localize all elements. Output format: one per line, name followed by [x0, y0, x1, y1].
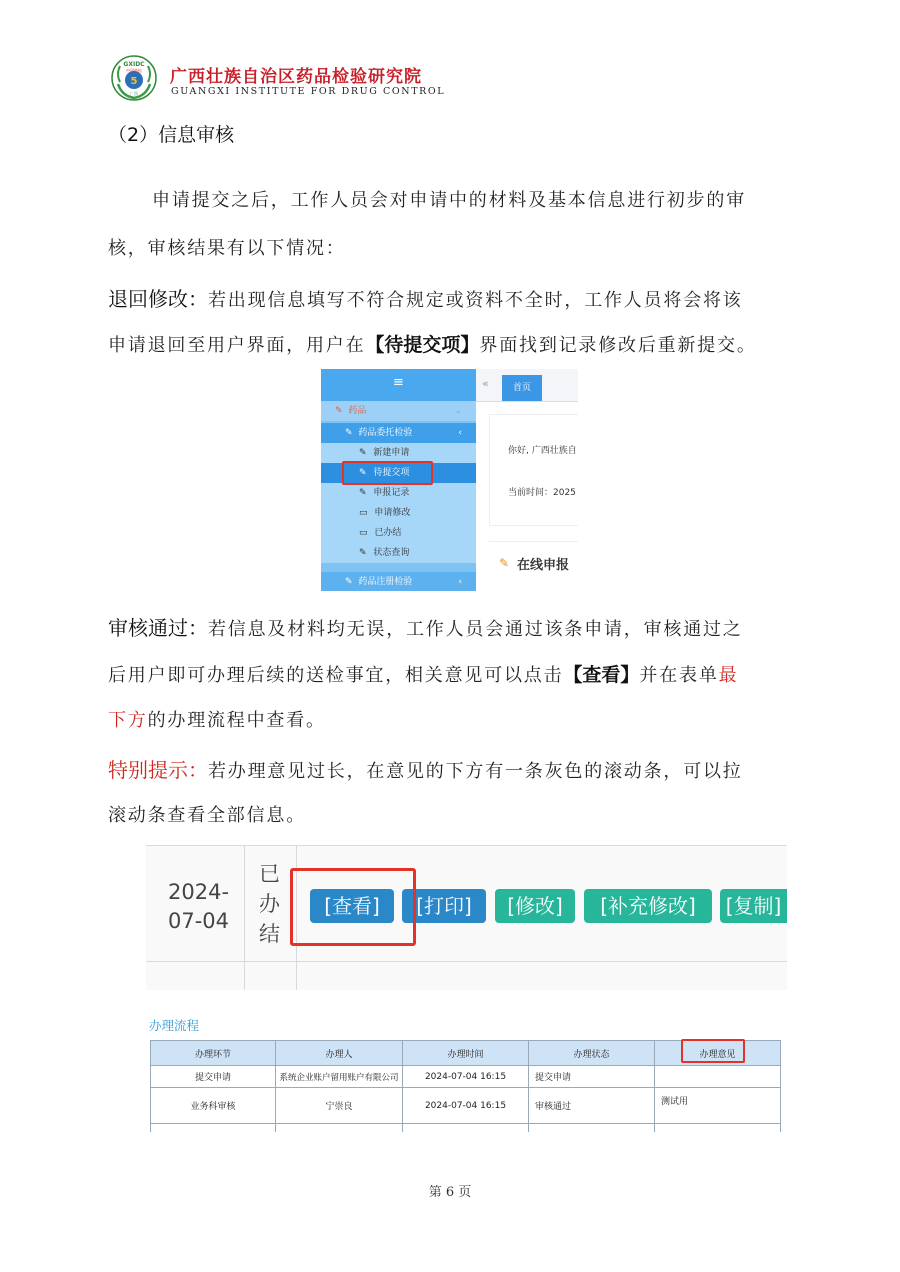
edit-icon: ✎ — [359, 488, 367, 498]
highlight-box-pending — [342, 461, 433, 485]
menu-item-records[interactable] — [321, 483, 476, 503]
table-cell: 提交申请 — [529, 1066, 655, 1088]
table-cell: 测试用 — [655, 1088, 781, 1124]
pass-line-1 — [108, 612, 743, 641]
pass-line-2-pre: 后用户即可办理后续的送检事宜，相关意见可以点击 — [108, 665, 564, 686]
view-button[interactable]: [查看] — [310, 889, 394, 923]
pass-colon: ： — [188, 616, 208, 640]
table-row — [151, 1124, 781, 1132]
collapse-icon[interactable]: « — [482, 377, 489, 390]
logo-text-top: GXIDC — [123, 61, 145, 68]
current-time-text: 当前时间：2025 — [508, 488, 576, 498]
pass-line-2-post: 并在表单 — [639, 665, 719, 686]
print-button[interactable]: [打印] — [402, 889, 486, 923]
record-date-line-1: 2024- — [168, 880, 230, 904]
table-cell: 审核通过 — [529, 1088, 655, 1124]
welcome-card — [489, 414, 578, 526]
tip-colon: ： — [188, 758, 208, 782]
return-line-1 — [108, 283, 743, 312]
pass-line-3-red: 下方 — [108, 710, 148, 731]
chevron-down-icon: ⌄ — [454, 406, 462, 416]
intro-line-1: 申请提交之后，工作人员会对申请中的材料及基本信息进行初步的审 — [152, 190, 746, 211]
logo-text-mid: 中国药检 — [126, 68, 142, 73]
table-cell — [655, 1066, 781, 1088]
top-tab-bar — [476, 369, 578, 402]
pass-line-1-text: 若信息及材料均无误，工作人员会通过该条申请，审核通过之 — [208, 619, 743, 640]
table-cell: 2024-07-04 16:15 — [403, 1066, 529, 1088]
pass-line-2-red: 最 — [718, 665, 739, 686]
edit-icon: ✎ — [359, 468, 367, 478]
pass-line-3 — [108, 706, 326, 732]
table-row — [151, 1066, 781, 1088]
column-header: 办理时间 — [403, 1041, 529, 1066]
keyboard-icon: ▭ — [359, 528, 368, 538]
actions-screenshot — [146, 845, 787, 990]
menu-item-records-label: 申报记录 — [373, 488, 410, 498]
edit-icon: ✎ — [359, 448, 367, 458]
highlight-box-opinion — [681, 1039, 745, 1063]
return-line-2 — [108, 330, 757, 357]
process-title: 办理流程 — [149, 1018, 200, 1033]
table-row — [151, 1088, 781, 1124]
column-header: 办理意见 — [655, 1041, 781, 1066]
edit-icon: ✎ — [345, 428, 353, 438]
intro-line-2: 核，审核结果有以下情况： — [108, 238, 346, 259]
tab-home[interactable]: 首页 — [502, 375, 542, 401]
menu-item-modify-label: 申请修改 — [374, 508, 411, 518]
edit-icon: ✎ — [359, 548, 367, 558]
menu-item-status-label: 状态查询 — [373, 548, 410, 558]
record-status-char: 结 — [259, 922, 280, 946]
tip-line-1-text: 若办理意见过长，在意见的下方有一条灰色的滚动条，可以拉 — [208, 761, 743, 782]
pass-line-2 — [108, 660, 738, 687]
return-lead: 退回修改 — [108, 287, 188, 311]
table-cell: 系统企业账户留用账户有限公司 — [276, 1066, 403, 1088]
menu-item-done[interactable] — [321, 523, 476, 543]
keyboard-icon: ▭ — [359, 508, 368, 518]
view-ref: 【查看】 — [563, 664, 640, 686]
tip-line-2: 滚动条查看全部信息。 — [108, 805, 306, 826]
pass-lead: 审核通过 — [108, 616, 188, 640]
table-cell: 提交申请 — [151, 1066, 276, 1088]
menu-item-entrust-label: 药品委托检验 — [358, 428, 413, 438]
tip-line-1 — [108, 754, 743, 783]
table-cell: 业务科审核 — [151, 1088, 276, 1124]
org-name-en: GUANGXI INSTITUTE FOR DRUG CONTROL — [171, 86, 446, 97]
org-name-cn: 广西壮族自治区药品检验研究院 — [170, 67, 422, 87]
menu-item-status[interactable] — [321, 543, 476, 563]
menu-item-new[interactable] — [321, 443, 476, 463]
return-line-2-post: 界面找到记录修改后重新提交。 — [479, 335, 757, 356]
menu-item-entrust[interactable] — [321, 423, 476, 443]
menu-item-drug-label: 药品 — [348, 406, 367, 416]
column-header: 办理状态 — [529, 1041, 655, 1066]
record-date-line-2: 07-04 — [168, 909, 230, 933]
row-divider — [146, 961, 787, 962]
edit-icon: ✎ — [335, 406, 343, 416]
online-apply-title: 在线申报 — [517, 558, 570, 573]
menu-item-pending-label: 待提交项 — [373, 468, 410, 478]
return-line-1-text: 若出现信息填写不符合规定或资料不全时，工作人员将会将该 — [208, 290, 743, 311]
chevron-left-icon: ‹ — [458, 577, 462, 587]
menu-item-new-label: 新建申请 — [373, 448, 410, 458]
menu-toggle-icon[interactable]: ≡ — [321, 369, 476, 401]
column-divider — [244, 845, 245, 990]
section-title: （2）信息审核 — [108, 124, 235, 146]
tip-lead: 特别提示 — [108, 758, 188, 782]
record-date — [168, 878, 229, 936]
page-number: 第 6 页 — [428, 1185, 472, 1200]
menu-item-registration[interactable] — [321, 572, 476, 591]
table-cell: 2024-07-04 16:15 — [403, 1088, 529, 1124]
record-status-char: 办 — [259, 892, 280, 916]
menu-item-done-label: 已办结 — [374, 528, 402, 538]
return-colon: ： — [188, 287, 208, 311]
institute-logo — [110, 54, 158, 102]
return-line-2-pre: 申请退回至用户界面，用户在 — [108, 335, 366, 356]
pass-line-3-post: 的办理流程中查看。 — [147, 710, 326, 731]
row-divider — [146, 845, 787, 846]
chevron-left-icon: ‹ — [458, 428, 462, 438]
table-cell: 宁崇良 — [276, 1088, 403, 1124]
supplement-modify-button[interactable]: [补充修改] — [584, 889, 712, 923]
highlight-box-view — [290, 868, 416, 946]
column-header: 办理环节 — [151, 1041, 276, 1066]
online-apply-card — [489, 541, 578, 591]
menu-item-modify[interactable] — [321, 503, 476, 523]
greeting-text: 你好, 广西壮族自 — [508, 446, 577, 456]
edit-icon: ✎ — [499, 556, 510, 570]
record-status — [259, 859, 283, 949]
copy-button[interactable]: [复制] — [720, 889, 787, 923]
edit-icon: ✎ — [345, 577, 353, 587]
record-status-char: 已 — [259, 862, 280, 886]
column-header: 办理人 — [276, 1041, 403, 1066]
svg-text:5: 5 — [130, 76, 138, 87]
logo-text-bottom: 广西 — [130, 91, 138, 96]
menu-item-registration-label: 药品注册检验 — [358, 577, 413, 587]
pending-items-ref: 【待提交项】 — [365, 334, 480, 356]
menu-item-drug[interactable] — [321, 401, 476, 421]
modify-button[interactable]: [修改] — [495, 889, 575, 923]
